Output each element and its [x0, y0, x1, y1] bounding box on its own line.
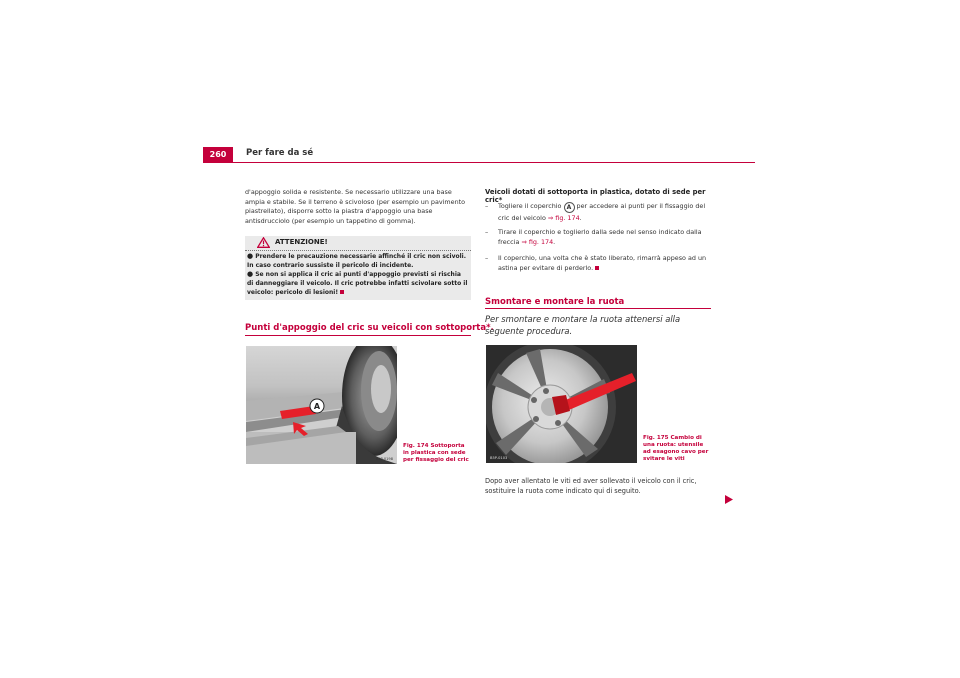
- dash-marker: –: [485, 228, 489, 236]
- end-marker-icon: [595, 266, 599, 270]
- warning-bullet-2: [247, 270, 469, 297]
- left-section-rule: [245, 335, 471, 336]
- page-number: 260: [203, 147, 233, 163]
- bullet-icon: ●: [247, 252, 254, 260]
- list-item: [485, 253, 710, 273]
- right-section-title: Smontare e montare la ruota: [485, 297, 625, 307]
- warning-bullet-1: [247, 252, 469, 270]
- figure-link[interactable]: ⇒ fig. 174: [547, 214, 580, 222]
- list-item: [485, 227, 710, 247]
- list-item-1-text-b: per accedere ai punti per il fissaggio del cric del veicolo: [498, 202, 706, 222]
- warning-bullet-2-text: Se non si applica il cric ai punti d'appoggio previsti si rischia di danneggiare il veicolo. Il cric potrebbe infatti scivolare sotto il veicolo: pericolo di lesioni!: [247, 271, 468, 296]
- list-item: [485, 201, 710, 221]
- warning-header: [245, 236, 471, 248]
- car-sill-illustration: [246, 346, 397, 464]
- warning-box: [245, 236, 471, 300]
- intro-paragraph: d'appoggio solida e resistente. Se necessario utilizzare una base ampia e stabile. Se il terreno è scivoloso (per esempio un pavimento piastrellato), disporre sotto la piastra d'appoggio una base antisdrucciolo (per esempio un tappetino di gomma).: [245, 188, 466, 225]
- figure-label-a: A: [313, 402, 321, 411]
- list-item-text: [498, 253, 710, 273]
- list-item-1-text-a: Togliere il coperchio: [498, 202, 562, 210]
- next-page-arrow-icon[interactable]: [724, 494, 734, 505]
- list-item-text: Togliere il coperchio A per accedere ai punti per il fissaggio del cric del veicolo ⇒ fig. 174.: [498, 202, 706, 222]
- warning-body: [247, 252, 469, 297]
- dash-marker: –: [485, 254, 489, 262]
- left-section-title: Punti d'appoggio del cric su veicoli con sottoporta*.: [245, 323, 494, 333]
- right-heading: Veicoli dotati di sottoporta in plastica, dotato di sede per cric*: [485, 188, 706, 204]
- wheel-wrench-illustration: [486, 345, 637, 463]
- warning-divider: [245, 250, 471, 251]
- closing-paragraph: Dopo aver allentato le viti ed aver sollevato il veicolo con il cric, sostituire la ruota come indicato qui di seguito.: [485, 477, 697, 495]
- list-item-2-text: Tirare il coperchio e toglierlo dalla sede nel senso indicato dalla freccia: [498, 228, 702, 246]
- figure-175-code: B5P-0103: [490, 456, 508, 460]
- figure-174-caption: Fig. 174 Sottoporta in plastica con sede per fissaggio del cric: [403, 443, 469, 463]
- chapter-title: Per fare da sé: [246, 148, 314, 158]
- right-section-rule: [485, 308, 711, 309]
- figure-174-code: B5P-0198: [375, 457, 393, 461]
- list-item-3-text: Il coperchio, una volta che è stato liberato, rimarrà appeso ad un astina per evitare di perderlo.: [498, 254, 707, 272]
- list-item-text: Tirare il coperchio e toglierlo dalla sede nel senso indicato dalla freccia ⇒ fig. 174.: [498, 228, 702, 246]
- bullet-icon: ●: [247, 270, 254, 278]
- warning-bullet-1-text: Prendere le precauzione necessarie affinché il cric non scivoli. In caso contrario sussiste il pericolo di incidente.: [247, 253, 467, 269]
- header-rule: [203, 162, 755, 163]
- figure-175-caption: Fig. 175 Cambio di una ruota: utensile ad esagono cavo per svitare le viti: [643, 435, 709, 462]
- marker-a-icon: A: [564, 202, 575, 213]
- procedure-intro: Per smontare e montare la ruota attenersi alla seguente procedura.: [485, 314, 681, 336]
- end-marker-icon: [340, 290, 344, 294]
- warning-title: ATTENZIONE!: [275, 238, 328, 246]
- dash-marker: –: [485, 202, 489, 210]
- figure-174-image: [246, 346, 397, 464]
- figure-link[interactable]: ⇒ fig. 174: [521, 238, 554, 246]
- figure-175-image: [486, 345, 637, 463]
- warning-triangle-icon: [257, 237, 270, 248]
